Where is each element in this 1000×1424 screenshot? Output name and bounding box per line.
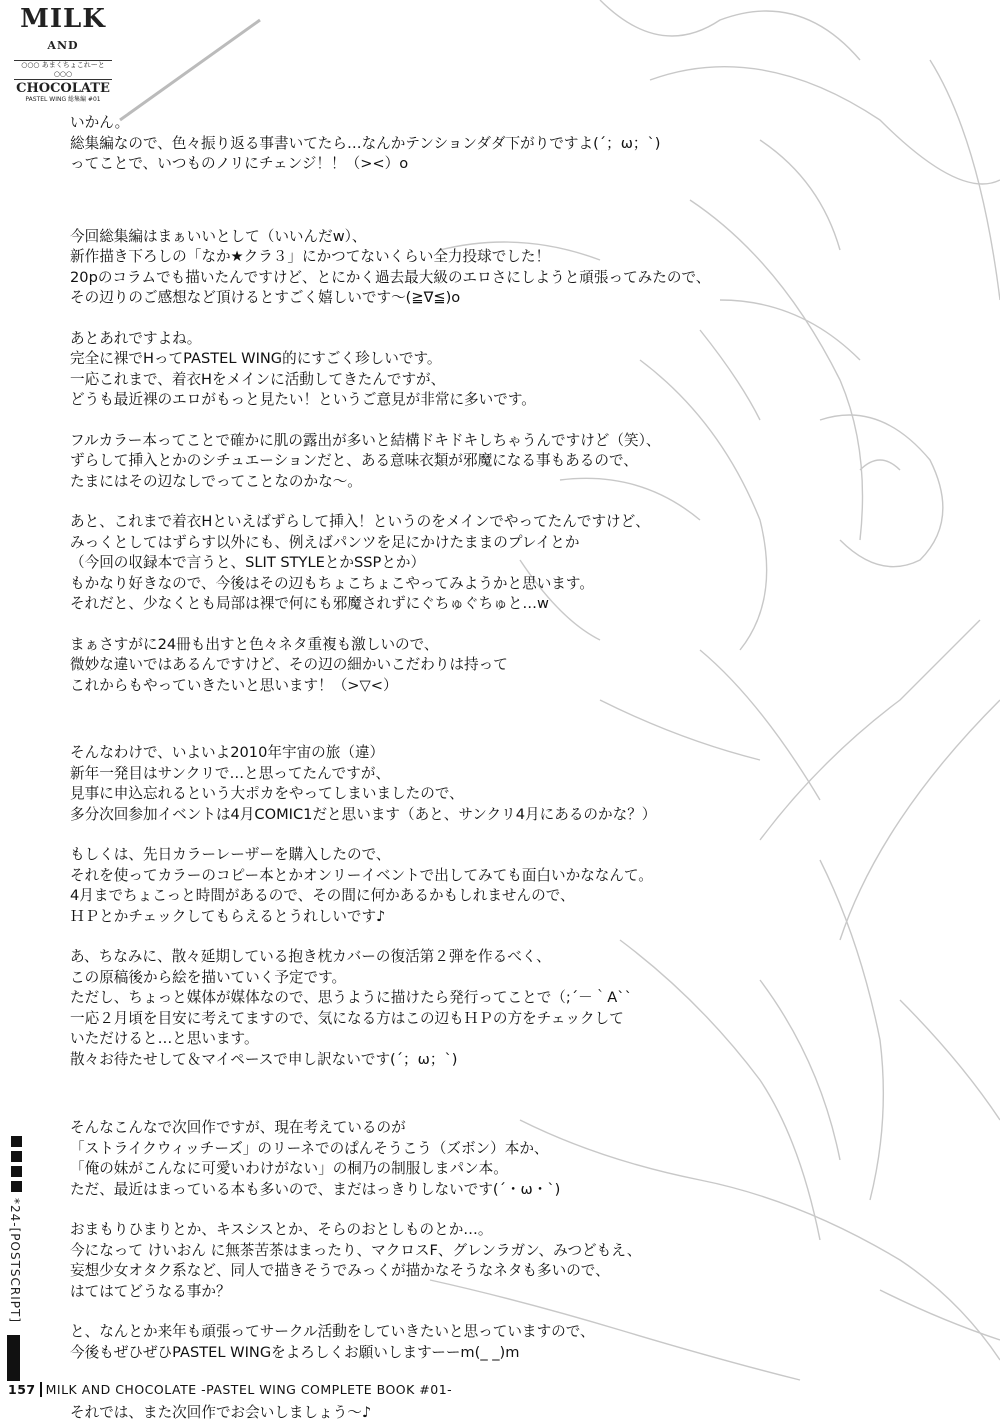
paragraph — [70, 1322, 910, 1363]
paragraph — [70, 635, 910, 697]
text-line: あと、これまで着衣Hといえばずらして挿入！というのをメインでやってたんですけど、 — [70, 513, 650, 530]
page-number: 157 — [8, 1382, 42, 1397]
paragraph — [70, 431, 910, 493]
logo-chocolate: CHOCOLATE — [16, 81, 110, 96]
text-line: 多分次回参加イベントは4月COMIC1だと思います（あと、サンクリ4月にあるのかな？） — [70, 805, 657, 823]
text-line: 20pのコラムでも描いたんですけど、とにかく過去最大級のエロさにしようと頑張ってみたので、 — [70, 268, 711, 286]
text-line: ただ、最近はまっている本も多いので、まだはっきりしないです(´・ω・`) — [70, 1180, 561, 1198]
paragraph — [70, 947, 910, 1070]
paragraph — [70, 1118, 910, 1200]
side-black-bar — [7, 1335, 20, 1381]
text-line: 「俺の妹がこんなに可愛いわけがない」の桐乃の制服しまパン本。 — [70, 1160, 508, 1177]
text-line: 今後もぜひぜひPASTEL WINGをよろしくお願いしますーーm(_ _)m — [70, 1343, 520, 1361]
text-line: これからもやっていきたいと思います！（>▽<） — [70, 676, 398, 694]
text-line: 完全に裸でHってPASTEL WING的にすごく珍しいです。 — [70, 350, 442, 367]
text-line: たまにはその辺なしでってことなのかな～。 — [70, 472, 362, 490]
text-line: 新作描き下ろしの「なか★クラ３」にかつてないくらい全力投球でした！ — [70, 248, 551, 265]
text-line: と、なんとか来年も頑張ってサークル活動をしていきたいと思っていますので、 — [70, 1323, 595, 1340]
page-footer — [8, 1382, 452, 1397]
paragraph — [70, 1220, 910, 1302]
text-line: もかなり好きなので、今後はその辺もちょこちょこやってみようかと思います。 — [70, 574, 594, 592]
postscript-body — [70, 113, 910, 1424]
text-line: あ、ちなみに、散々延期している抱き枕カバーの復活第２弾を作るべく、 — [70, 948, 551, 965]
text-line: その辺りのご感想など頂けるとすごく嬉しいです～(≧∇≦)o — [70, 289, 461, 306]
square-mark — [11, 1166, 22, 1177]
text-line: 見事に申込忘れるという大ポカをやってしまいましたので、 — [70, 785, 464, 802]
text-line: 一応これまで、着衣Hをメインに活動してきたんですが、 — [70, 370, 446, 388]
paragraph — [70, 329, 910, 411]
logo-caption: PASTEL WING 総集編 #01 — [25, 96, 101, 103]
paragraph — [70, 113, 910, 175]
square-mark — [11, 1136, 22, 1147]
text-line: 一応２月頃を目安に考えてますので、気になる方はこの辺もＨＰの方をチェックして — [70, 1009, 624, 1027]
text-line: おまもりひまりとか、キスシスとか、そらのおとしものとか…。 — [70, 1221, 493, 1238]
book-title: MILK AND CHOCOLATE -PASTEL WING COMPLETE BOOK #01- — [45, 1382, 453, 1397]
text-line: （今回の収録本で言うと、SLIT STYLEとかSSPとか） — [70, 554, 426, 571]
logo-milk: MILK — [20, 4, 106, 34]
text-line: 散々お待たせして＆マイペースで申し訳ないです(´；ω；`) — [70, 1050, 458, 1068]
logo-and: AND — [47, 39, 79, 52]
text-line: それだと、少なくとも局部は裸で何にも邪魔されずにぐちゅぐちゅと…w — [70, 595, 549, 612]
square-mark — [11, 1181, 22, 1192]
text-line: どうも最近裸のエロがもっと見たい！というご意見が非常に多いです。 — [70, 391, 536, 408]
text-line: それを使ってカラーのコピー本とかオンリーイベントで出してみても面白いかななんて。 — [70, 866, 653, 884]
text-line: 新年一発目はサンクリで…と思ってたんですが、 — [70, 764, 391, 782]
text-line: はてはてどうなる事か？ — [70, 1282, 231, 1300]
text-line: 妄想少女オタク系など、同人で描きそうでみっくが描かなそうなネタも多いので、 — [70, 1262, 610, 1279]
paragraph — [70, 512, 910, 615]
side-square-marks — [4, 1136, 28, 1196]
paragraph — [70, 743, 910, 825]
text-line: 「ストライクウィッチーズ」のリーネでのぱんそうこう（ズボン）本か、 — [70, 1139, 549, 1157]
text-line: いただけると…と思います。 — [70, 1030, 259, 1047]
text-line: 今回総集編はまぁいいとして（いいんだw）、 — [70, 227, 367, 245]
text-line: ってことで、いつものノリにチェンジ！！（><）o — [70, 155, 409, 172]
paragraph — [70, 227, 910, 309]
text-line: 総集編なので、色々振り返る事書いてたら…なんかテンションダダ下がりですよ(´；ω；`) — [70, 134, 661, 152]
text-line: 微妙な違いではあるんですけど、その辺の細かいこだわりは持って — [70, 656, 508, 673]
text-line: もしくは、先日カラーレーザーを購入したので、 — [70, 846, 391, 863]
text-line: あとあれですよね。 — [70, 329, 202, 347]
text-line: 4月までちょこっと時間があるので、その間に何かあるかもしれませんので、 — [70, 887, 575, 904]
paragraph — [70, 845, 910, 927]
text-line: フルカラー本ってことで確かに肌の露出が多いと結構ドキドキしちゃうんですけど（笑）、 — [70, 431, 661, 449]
text-line: 今になって けいおん に無茶苦茶はまったり、マクロスF、グレンラガン、みつどもえ、 — [70, 1241, 642, 1259]
text-line: ＨＰとかチェックしてもらえるとうれしいです♪ — [70, 907, 386, 925]
text-line: ずらして挿入とかのシチュエーションだと、ある意味衣類が邪魔になる事もあるので、 — [70, 452, 638, 469]
text-line: この原稿後から絵を描いていく予定です。 — [70, 968, 347, 986]
text-line: そんなこんなで次回作ですが、現在考えているのが — [70, 1119, 406, 1136]
square-mark — [11, 1151, 22, 1162]
text-line: みっくとしてはずらす以外にも、例えばパンツを足にかけたままのプレイとか — [70, 533, 580, 551]
text-line: まぁさすがに24冊も出すと色々ネタ重複も激しいので、 — [70, 635, 439, 653]
text-line: それでは、また次回作でお会いしましょう～♪ — [70, 1404, 372, 1421]
text-line: ただし、ちょっと媒体が媒体なので、思うように描けたら発行ってことで（;´－｀A`` — [70, 989, 632, 1006]
logo-subtitle: ○○○ あまくちょこれーと ○○○ — [14, 60, 112, 80]
circle-logo — [4, 4, 122, 103]
paragraph — [70, 1403, 910, 1424]
chapter-side-label: *24-[POSTSCRIPT] — [8, 1198, 22, 1324]
text-line: そんなわけで、いよいよ2010年宇宙の旅（違） — [70, 744, 385, 761]
text-line: いかん。 — [70, 114, 130, 131]
